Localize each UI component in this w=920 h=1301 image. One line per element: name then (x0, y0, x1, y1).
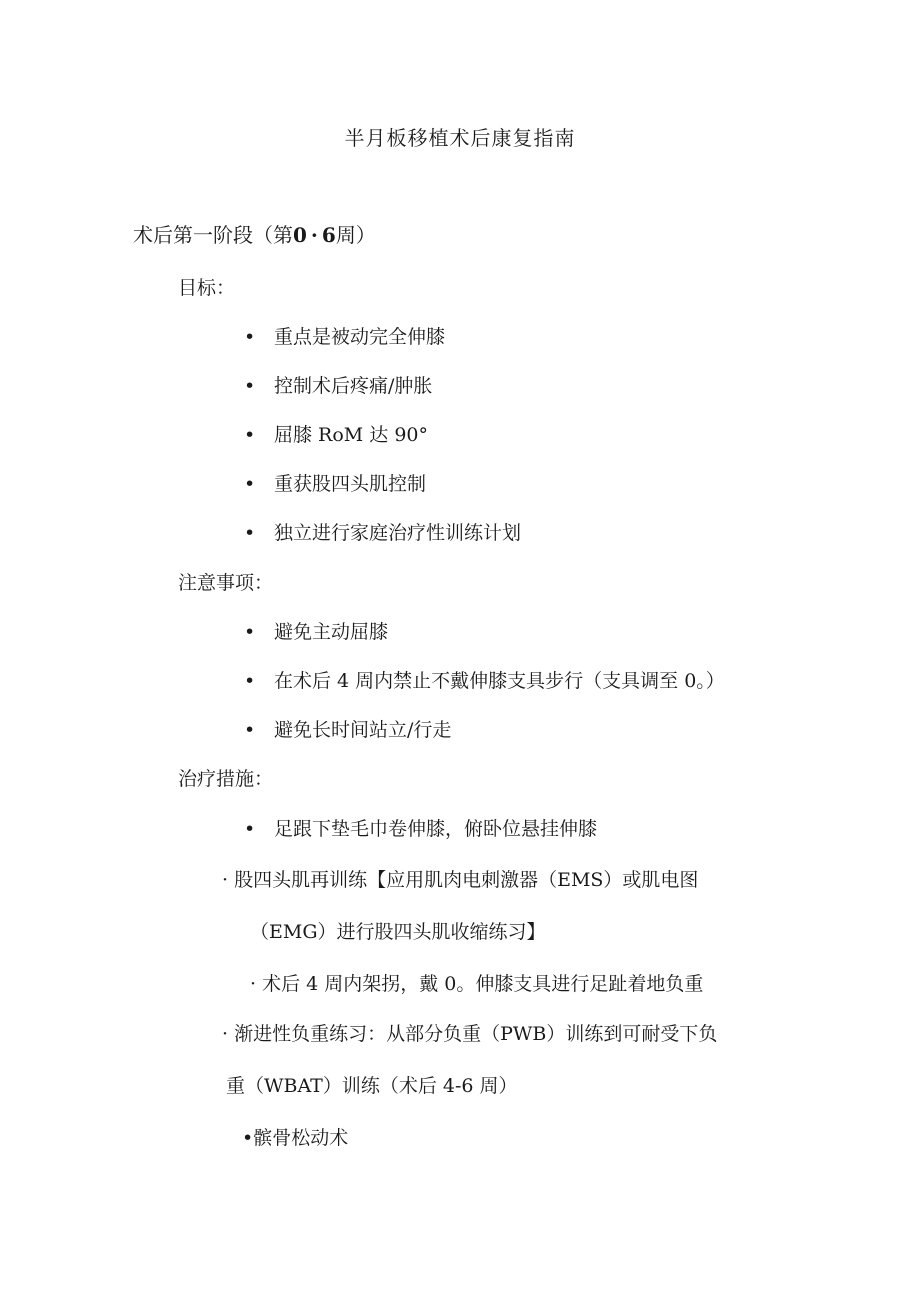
section-heading (133, 223, 376, 247)
goals-label: 目标： (178, 277, 236, 299)
bullet-icon: • (244, 473, 256, 495)
bullet-icon: • (244, 424, 256, 446)
goal-item (244, 521, 521, 545)
treatment-item-line: •髌骨松动术 (242, 1127, 349, 1149)
section-week-start: 0 (293, 223, 307, 247)
bullet-icon: • (244, 621, 256, 643)
section-week-end: 6 (321, 223, 336, 247)
treatment-item-line: · 术后 4 周内架拐，戴 0。伸膝支具进行足趾着地负重 (250, 973, 704, 995)
bullet-icon: • (244, 719, 256, 741)
precautions-label: 注意事项： (178, 572, 274, 594)
goal-item (244, 374, 432, 398)
goal-item-text: 重获股四头肌控制 (274, 473, 427, 495)
bullet-icon: • (244, 670, 256, 692)
goal-item (244, 423, 428, 447)
goal-item-text: 控制术后疼痛/肿胀 (274, 375, 433, 397)
treatment-item (244, 817, 597, 841)
bullet-icon: • (244, 375, 256, 397)
precaution-item-text: 避免主动屈膝 (274, 621, 389, 643)
precaution-item-text: 在术后 4 周内禁止不戴伸膝支具步行（支具调至 0。） (274, 670, 725, 692)
goal-item-text: 重点是被动完全伸膝 (274, 326, 446, 348)
goal-item-text: 独立进行家庭治疗性训练计划 (274, 522, 522, 544)
treatment-item-line: 重（WBAT）训练（术后 4-6 周） (226, 1075, 518, 1097)
precaution-item (244, 718, 451, 742)
treatment-label: 治疗措施： (178, 768, 274, 790)
precaution-item-text: 避免长时间站立/行走 (274, 719, 452, 741)
bullet-icon: • (244, 326, 256, 348)
section-week-dot: · (310, 223, 318, 247)
document-title: 半月板移植术后康复指南 (344, 126, 576, 150)
treatment-item-line: · 股四头肌再训练【应用肌肉电刺激器（EMS）或肌电图 (222, 869, 699, 891)
section-heading-prefix: 术后第一阶段（第 (133, 223, 293, 247)
section-heading-suffix: 周） (335, 223, 376, 247)
goal-item (244, 472, 426, 496)
precaution-item (244, 669, 725, 693)
goal-item-text: 屈膝 RoM 达 90° (274, 424, 428, 446)
treatment-item-text: 足跟下垫毛巾卷伸膝，俯卧位悬挂伸膝 (274, 818, 598, 840)
treatment-item-line: （EMG）进行股四头肌收缩练习】 (250, 921, 546, 943)
bullet-icon: • (244, 522, 256, 544)
goal-item (244, 325, 445, 349)
treatment-item-line: · 渐进性负重练习：从部分负重（PWB）训练到可耐受下负 (222, 1023, 718, 1045)
bullet-icon: • (244, 818, 256, 840)
precaution-item (244, 620, 388, 644)
